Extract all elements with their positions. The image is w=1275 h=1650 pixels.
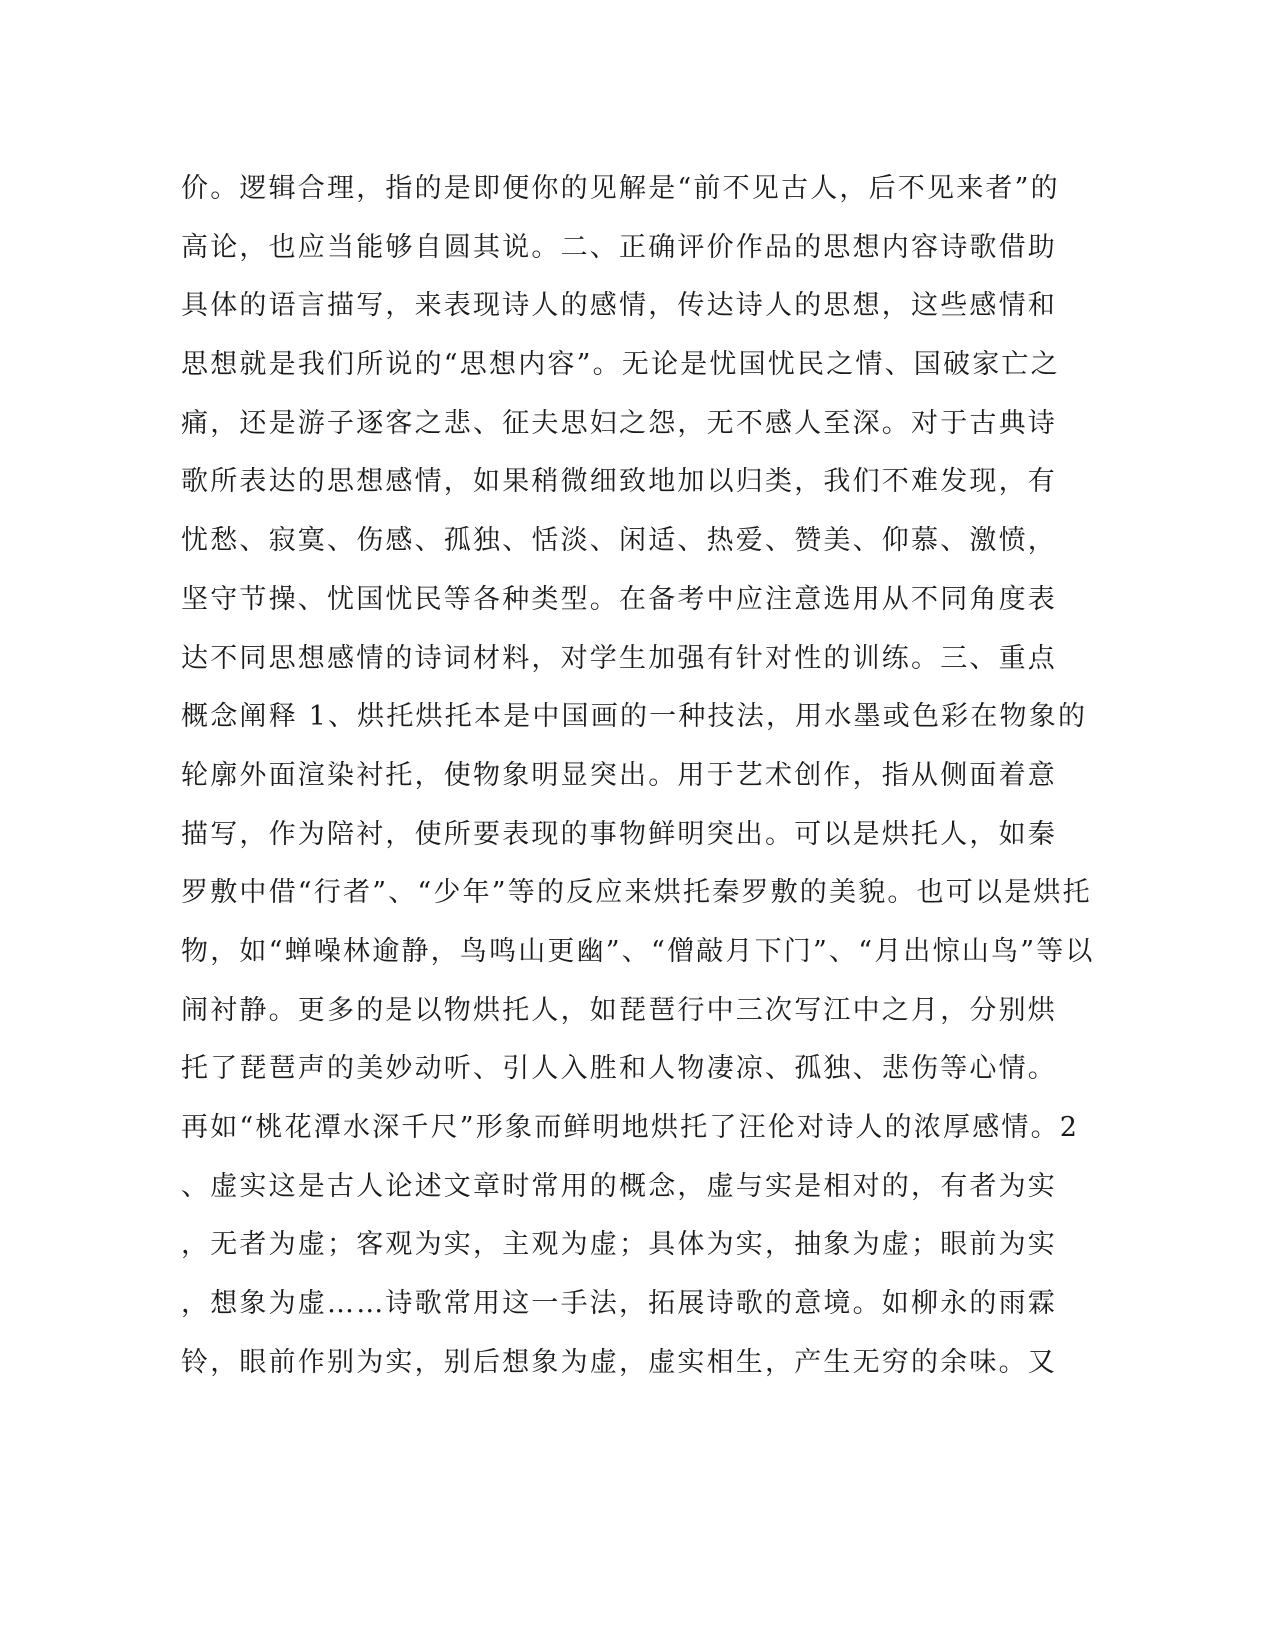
- text-line: ，想象为虚……诗歌常用这一手法，拓展诗歌的意境。如柳永的雨霖: [181, 1288, 1057, 1320]
- text-line: 具体的语言描写，来表现诗人的感情，传达诗人的思想，这些感情和: [181, 290, 1057, 322]
- text-line: 歌所表达的思想感情，如果稍微细致地加以归类，我们不难发现，有: [181, 466, 1057, 498]
- body-text: [181, 160, 1095, 1392]
- text-line: ，无者为虚；客观为实，主观为虚；具体为实，抽象为虚；眼前为实: [181, 1229, 1057, 1261]
- text-line: 忧愁、寂寞、伤感、孤独、恬淡、闲适、热爱、赞美、仰慕、激愤，: [181, 525, 1057, 557]
- text-line: 物，如“蝉噪林逾静，鸟鸣山更幽”、“僧敲月下门”、“月出惊山鸟”等以: [181, 935, 1095, 967]
- text-line: 描写，作为陪衬，使所要表现的事物鲜明突出。可以是烘托人，如秦: [181, 818, 1057, 850]
- text-line: 达不同思想感情的诗词材料，对学生加强有针对性的训练。三、重点: [181, 642, 1057, 674]
- text-line: 价。逻辑合理，指的是即便你的见解是“前不见古人，后不见来者”的: [181, 173, 1060, 204]
- text-line: 罗敷中借“行者”、“少年”等的反应来烘托秦罗敷的美貌。也可以是烘托: [181, 877, 1092, 909]
- text-line: 思想就是我们所说的“思想内容”。无论是忧国忧民之情、国破家亡之: [181, 349, 1060, 381]
- text-line: 概念阐释 1、烘托烘托本是中国画的一种技法，用水墨或色彩在物象的: [181, 701, 1088, 733]
- text-line: 铃，眼前作别为实，别后想象为虚，虚实相生，产生无穷的余味。又: [181, 1346, 1057, 1378]
- text-line: 再如“桃花潭水深千尺”形象而鲜明地烘托了汪伦对诗人的浓厚感情。2: [181, 1112, 1080, 1143]
- text-line: 、虚实这是古人论述文章时常用的概念，虚与实是相对的，有者为实: [181, 1170, 1057, 1202]
- text-line: 坚守节操、忧国忧民等各种类型。在备考中应注意选用从不同角度表: [181, 583, 1057, 615]
- text-line: 高论，也应当能够自圆其说。二、正确评价作品的思想内容诗歌借助: [181, 231, 1057, 263]
- text-line: 轮廓外面渲染衬托，使物象明显突出。用于艺术创作，指从侧面着意: [181, 759, 1057, 791]
- text-line: 闹衬静。更多的是以物烘托人，如琵琶行中三次写江中之月，分别烘: [181, 994, 1057, 1026]
- text-line: 痛，还是游子逐客之悲、征夫思妇之怨，无不感人至深。对于古典诗: [181, 407, 1057, 439]
- text-line: 托了琵琶声的美妙动听、引人入胜和人物凄凉、孤独、悲伤等心情。: [181, 1053, 1057, 1085]
